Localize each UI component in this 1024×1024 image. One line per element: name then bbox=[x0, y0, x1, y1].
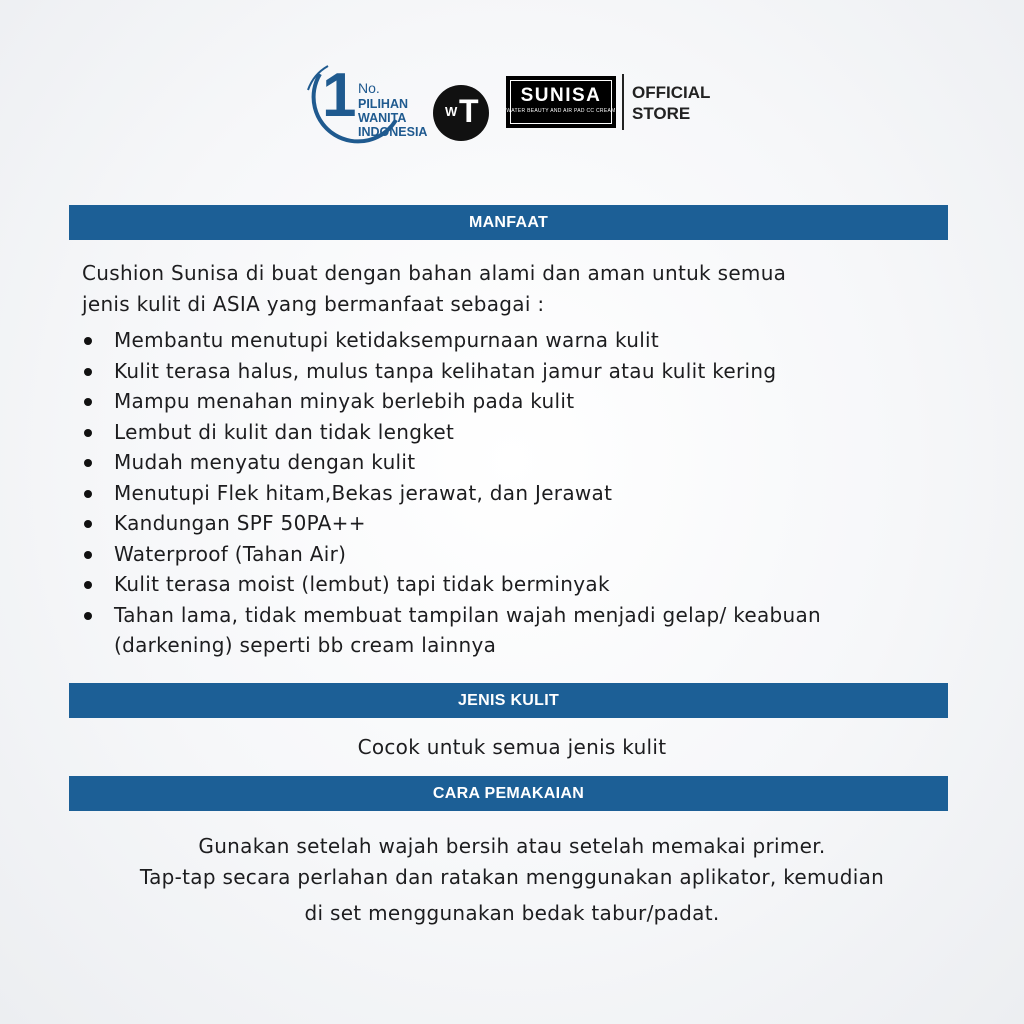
manfaat-list bbox=[82, 325, 962, 661]
jenis-kulit-text: Cocok untuk semua jenis kulit bbox=[357, 735, 667, 759]
manfaat-intro-line-1: Cushion Sunisa di buat dengan bahan alami dan aman untuk semua bbox=[82, 261, 787, 285]
wt-logo-w: W bbox=[445, 104, 458, 119]
cara-pemakaian-heading: CARA PEMAKAIAN bbox=[69, 776, 948, 811]
bullet-icon bbox=[84, 612, 92, 620]
list-item-text: Kulit terasa halus, mulus tanpa kelihatan jamur atau kulit kering bbox=[114, 358, 777, 383]
list-item bbox=[82, 600, 962, 661]
list-item-text: Mudah menyatu dengan kulit bbox=[114, 450, 416, 474]
logo-divider bbox=[622, 74, 624, 130]
list-item-text: Lembut di kulit dan tidak lengket bbox=[114, 419, 455, 444]
cara-pemakaian-line-3: di set menggunakan bedak tabur/padat. bbox=[304, 901, 720, 925]
official-store-label bbox=[632, 82, 710, 124]
badge-numeral: 1 bbox=[322, 61, 357, 130]
bullet-icon bbox=[84, 551, 92, 559]
list-item bbox=[82, 325, 962, 356]
list-item-text: Membantu menutupi ketidaksempurnaan warna kulit bbox=[114, 328, 660, 352]
list-item bbox=[82, 356, 962, 387]
bullet-icon bbox=[84, 520, 92, 528]
sunisa-logo bbox=[506, 76, 616, 128]
official-store-line-2: STORE bbox=[632, 104, 691, 123]
wt-logo bbox=[433, 85, 489, 141]
list-item-text: Kulit terasa moist (lembut) tapi tidak berminyak bbox=[114, 572, 610, 596]
no1-pilihan-badge bbox=[298, 56, 428, 152]
badge-line-2: WANITA bbox=[358, 111, 407, 125]
cara-pemakaian-line-1: Gunakan setelah wajah bersih atau setelah memakai primer. bbox=[198, 834, 826, 858]
bullet-icon bbox=[84, 429, 92, 437]
bullet-icon bbox=[84, 337, 92, 345]
manfaat-intro bbox=[82, 258, 962, 320]
sunisa-logo-tagline: WATER BEAUTY AND AIR PAD CC CREAM bbox=[506, 108, 616, 114]
list-item bbox=[82, 569, 962, 600]
badge-text bbox=[358, 81, 427, 139]
manfaat-heading: MANFAAT bbox=[69, 205, 948, 240]
list-item bbox=[82, 386, 962, 417]
jenis-kulit-heading: JENIS KULIT bbox=[69, 683, 948, 718]
bullet-icon bbox=[84, 459, 92, 467]
cara-pemakaian-line-2: Tap-tap secara perlahan dan ratakan menggunakan aplikator, kemudian bbox=[139, 865, 885, 889]
bullet-icon bbox=[84, 398, 92, 406]
list-item-continuation: (darkening) seperti bb cream lainnya bbox=[114, 633, 497, 657]
badge-no-label: No. bbox=[358, 80, 380, 96]
list-item bbox=[82, 417, 962, 448]
list-item-text: Kandungan SPF 50PA++ bbox=[114, 511, 366, 535]
list-item-text: Mampu menahan minyak berlebih pada kulit bbox=[114, 389, 575, 413]
bullet-icon bbox=[84, 581, 92, 589]
bullet-icon bbox=[84, 490, 92, 498]
wt-logo-t: T bbox=[459, 93, 479, 129]
manfaat-intro-line-2: jenis kulit di ASIA yang bermanfaat sebagai : bbox=[82, 292, 545, 316]
bullet-icon bbox=[84, 368, 92, 376]
sunisa-logo-name: SUNISA bbox=[520, 85, 602, 106]
badge-line-1: PILIHAN bbox=[358, 97, 408, 111]
badge-line-3: INDONESIA bbox=[358, 125, 428, 139]
list-item-text: Waterproof (Tahan Air) bbox=[114, 541, 347, 566]
list-item-text: Tahan lama, tidak membuat tampilan wajah menjadi gelap/ keabuan bbox=[114, 602, 822, 627]
list-item bbox=[82, 539, 962, 570]
logo-row bbox=[0, 56, 1024, 156]
list-item bbox=[82, 447, 962, 478]
list-item-text: Menutupi Flek hitam,Bekas jerawat, dan Jerawat bbox=[114, 480, 613, 505]
official-store-line-1: OFFICIAL bbox=[632, 83, 711, 102]
list-item bbox=[82, 478, 962, 509]
list-item bbox=[82, 508, 962, 539]
